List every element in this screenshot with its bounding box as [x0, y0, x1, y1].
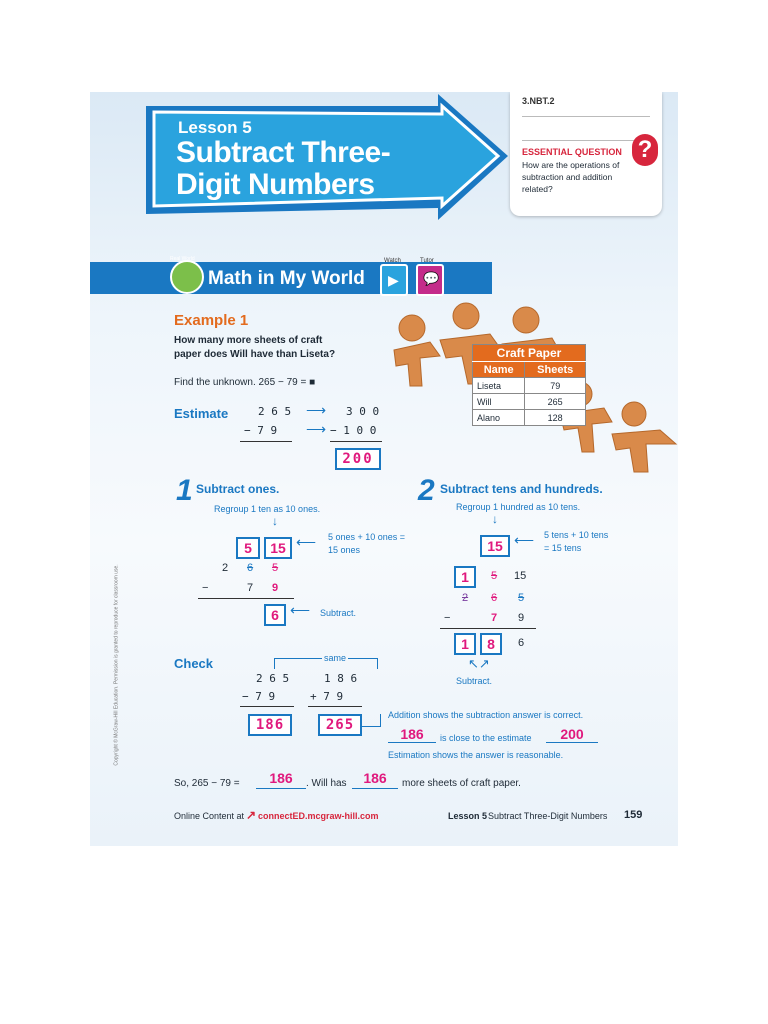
conclusion-text: . Will has — [306, 778, 347, 789]
regroup-box: 15 — [480, 535, 510, 557]
estimate-top: 2 6 5 — [258, 405, 292, 418]
regroup-box: 5 — [236, 537, 260, 559]
footer-lesson: Lesson 5 — [448, 811, 488, 821]
step2-heading: Subtract tens and hundreds. — [440, 482, 603, 496]
table-cell: Liseta — [473, 378, 525, 394]
banner-title: Math in My World — [208, 268, 365, 289]
globe-icon — [170, 260, 204, 294]
crossed-digit: 2 — [462, 592, 469, 604]
step2-side-note: = 15 tens — [544, 543, 582, 553]
example-heading: Example 1 — [174, 312, 249, 329]
find-unknown: Find the unknown. 265 − 79 = ■ — [174, 377, 316, 388]
example-question: paper does Will have than Liseta? — [174, 349, 336, 360]
step1-side-note: 15 ones — [328, 545, 361, 555]
step1-result-label: Subtract. — [320, 608, 357, 618]
arrow-left-icon: ⟵ — [514, 532, 535, 548]
conclusion-text: So, 265 − 79 = — [174, 778, 240, 789]
digit: 6 — [518, 637, 525, 649]
step-number: 1 — [176, 474, 193, 507]
check-line: is close to the estimate — [440, 733, 532, 743]
regroup-box: 15 — [264, 537, 292, 559]
crossed-digit: 6 — [247, 562, 254, 574]
step-number: 2 — [418, 474, 435, 507]
textbook-page — [90, 92, 678, 846]
table-header: Sheets — [525, 362, 586, 378]
check-line: Estimation shows the answer is reasonable. — [388, 750, 564, 760]
footer-url[interactable]: connectED.mcgraw-hill.com — [258, 811, 379, 821]
essential-question-heading: ESSENTIAL QUESTION — [522, 147, 622, 157]
table-row — [473, 394, 586, 410]
step2-side-note: 5 tens + 10 tens — [544, 530, 609, 540]
conclusion-blank: 186 — [352, 770, 398, 789]
check-blank: 200 — [546, 726, 598, 743]
arrow-left-icon: ⟵ — [296, 534, 317, 550]
divider — [440, 628, 536, 629]
question-mark-icon: ? — [632, 134, 658, 166]
digit: 2 — [222, 562, 229, 574]
footer-lesson-title: Subtract Three-Digit Numbers — [488, 811, 608, 821]
tutor-button[interactable] — [416, 258, 444, 296]
digit: 15 — [514, 570, 527, 582]
table-cell: Alano — [473, 410, 525, 426]
table-cell: 79 — [525, 378, 586, 394]
digit: 9 — [518, 612, 525, 624]
estimate-rounded-bottom: − 1 0 0 — [330, 424, 377, 437]
estimate-label: Estimate — [174, 406, 229, 421]
step1-heading: Subtract ones. — [196, 482, 280, 496]
digit: 7 — [247, 582, 254, 594]
crossed-digit: 5 — [272, 562, 279, 574]
page-number: 159 — [624, 809, 643, 821]
crossed-digit: 6 — [491, 592, 498, 604]
divider — [522, 140, 650, 141]
divider — [240, 706, 294, 707]
check-left-top: 2 6 5 — [256, 672, 290, 685]
same-label: same — [324, 653, 347, 663]
essential-question-text: subtraction and addition — [522, 172, 613, 182]
footer-online-label: Online Content at — [174, 811, 245, 821]
table-cell: Will — [473, 394, 525, 410]
table-cell: 128 — [525, 410, 586, 426]
tutor-label: Tutor — [420, 258, 434, 264]
connected-logo-icon: ↗ — [246, 808, 257, 822]
estimate-bottom: − 7 9 — [244, 424, 278, 437]
crossed-digit: 5 — [518, 592, 525, 604]
step1-result-box: 6 — [264, 604, 286, 626]
divider — [240, 441, 292, 442]
watch-label: Watch — [384, 258, 401, 264]
divider — [522, 116, 650, 117]
table-cell: 265 — [525, 394, 586, 410]
craft-paper-table — [472, 344, 586, 426]
essential-question-card — [510, 92, 662, 216]
speech-bubble-icon: 💬 — [423, 271, 440, 286]
standard-code: 3.NBT.2 — [522, 96, 555, 106]
example-question: How many more sheets of craft — [174, 335, 323, 346]
crossed-digit: 5 — [491, 570, 498, 582]
step1-side-note: 5 ones + 10 ones = — [328, 532, 406, 542]
step1-note: Regroup 1 ten as 10 ones. — [214, 504, 321, 514]
lesson-number: Lesson 5 — [178, 118, 252, 137]
step2-note: Regroup 1 hundred as 10 tens. — [456, 502, 581, 512]
step2-subtract-label: Subtract. — [456, 676, 493, 686]
check-right-top: 1 8 6 — [324, 672, 358, 685]
arrow-left-icon: ⟵ — [290, 602, 311, 618]
estimate-answer-box: 200 — [335, 448, 381, 470]
essential-question-text: related? — [522, 184, 553, 194]
conclusion-text: more sheets of craft paper. — [402, 778, 521, 789]
minus-sign: − — [202, 582, 209, 594]
check-right-result: 265 — [318, 714, 362, 736]
table-title: Craft Paper — [473, 345, 586, 362]
check-label: Check — [174, 656, 214, 671]
regroup-box: 1 — [454, 566, 476, 588]
step2-result-box: 8 — [480, 633, 502, 655]
table-header: Name — [473, 362, 525, 378]
check-right-bottom: + 7 9 — [310, 690, 344, 703]
arrow-down-icon: ↓ — [272, 514, 278, 528]
subtract-arrows-icon: ↖↗ — [468, 656, 490, 671]
play-icon: ▶ — [388, 272, 399, 288]
table-row — [473, 410, 586, 426]
conclusion-blank: 186 — [256, 770, 306, 789]
minus-sign: − — [444, 612, 451, 624]
arrow-right-icon: ⟶ — [306, 421, 327, 437]
estimate-rounded-top: 3 0 0 — [346, 405, 380, 418]
check-blank: 186 — [388, 726, 436, 743]
check-line: Addition shows the subtraction answer is correct. — [388, 710, 584, 720]
watch-button[interactable] — [380, 258, 408, 296]
divider — [308, 706, 362, 707]
digit: 9 — [272, 582, 279, 594]
check-left-bottom: − 7 9 — [242, 690, 276, 703]
divider — [330, 441, 382, 442]
step2-result-box: 1 — [454, 633, 476, 655]
lesson-title-line2: Digit Numbers — [176, 168, 375, 201]
essential-question-text: How are the operations of — [522, 160, 620, 170]
lesson-title-line1: Subtract Three- — [176, 136, 391, 169]
check-left-result: 186 — [248, 714, 292, 736]
copyright-note: Copyright © McGraw-Hill Education. Permission is granted to reproduce for classroom use. — [113, 564, 120, 766]
divider — [198, 598, 294, 599]
arrow-right-icon: ⟶ — [306, 402, 327, 418]
arrow-down-icon: ↓ — [492, 512, 498, 526]
digit: 7 — [491, 612, 498, 624]
table-row — [473, 378, 586, 394]
arrow-connector — [362, 714, 381, 727]
real-world-tab: Real World — [170, 256, 195, 262]
